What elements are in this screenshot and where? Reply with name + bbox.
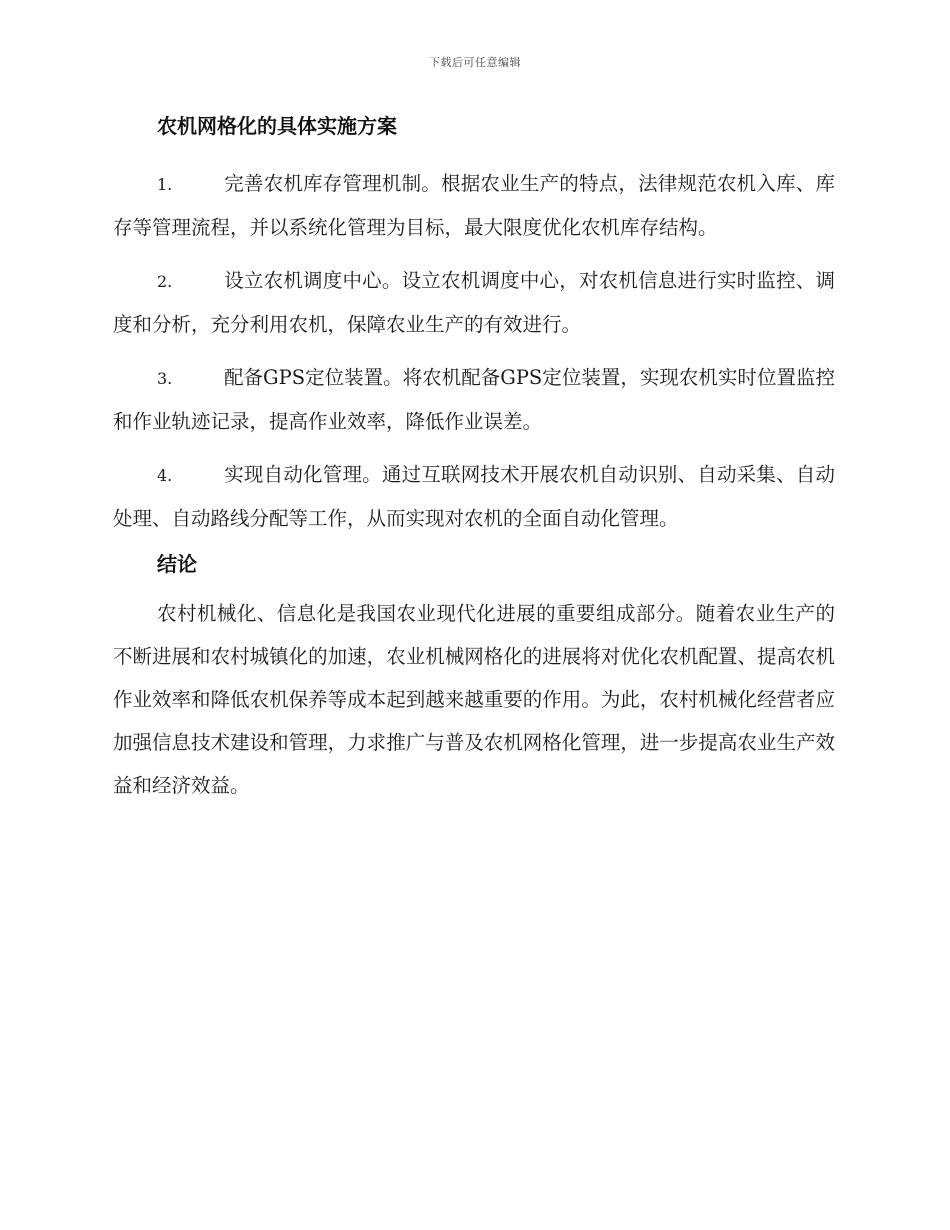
- section-title-implementation: 农机网格化的具体实施方案: [157, 114, 397, 138]
- list-item-text: 实现自动化管理。通过互联网技术开展农机自动识别、自动采集、自动处理、自动路线分配等工作，从而实现对农机的全面自动化管理。: [113, 463, 835, 530]
- list-item-text: 完善农机库存管理机制。根据农业生产的特点，法律规范农机入库、库存等管理流程，并以系统化管理为目标，最大限度优化农机库存结构。: [113, 172, 835, 239]
- list-item-number: 1.: [157, 175, 173, 194]
- list-item: [113, 356, 835, 443]
- document-body: [113, 110, 835, 807]
- header-note: 下载后可任意编辑: [429, 56, 521, 69]
- conclusion-paragraph: 农村机械化、信息化是我国农业现代化进展的重要组成部分。随着农业生产的不断进展和农村城镇化的加速，农业机械网格化的进展将对优化农机配置、提高农机作业效率和降低农机保养等成本起到越来越重要的作用。为此，农村机械化经营者应加强信息技术建设和管理，力求推广与普及农机网格化管理，进一步提高农业生产效益和经济效益。: [113, 602, 835, 797]
- list-item: [113, 453, 835, 540]
- list-item-number: 2.: [157, 272, 173, 291]
- section-title-conclusion: 结论: [157, 552, 197, 576]
- list-item-number: 4.: [157, 466, 173, 485]
- list-item: [113, 162, 835, 249]
- list-item-number: 3.: [157, 369, 173, 388]
- list-item-text: 配备GPS定位装置。将农机配备GPS定位装置，实现农机实时位置监控和作业轨迹记录，提高作业效率，降低作业误差。: [113, 366, 835, 433]
- list-item-text: 设立农机调度中心。设立农机调度中心，对农机信息进行实时监控、调度和分析，充分利用农机，保障农业生产的有效进行。: [113, 269, 835, 336]
- list-item: [113, 259, 835, 346]
